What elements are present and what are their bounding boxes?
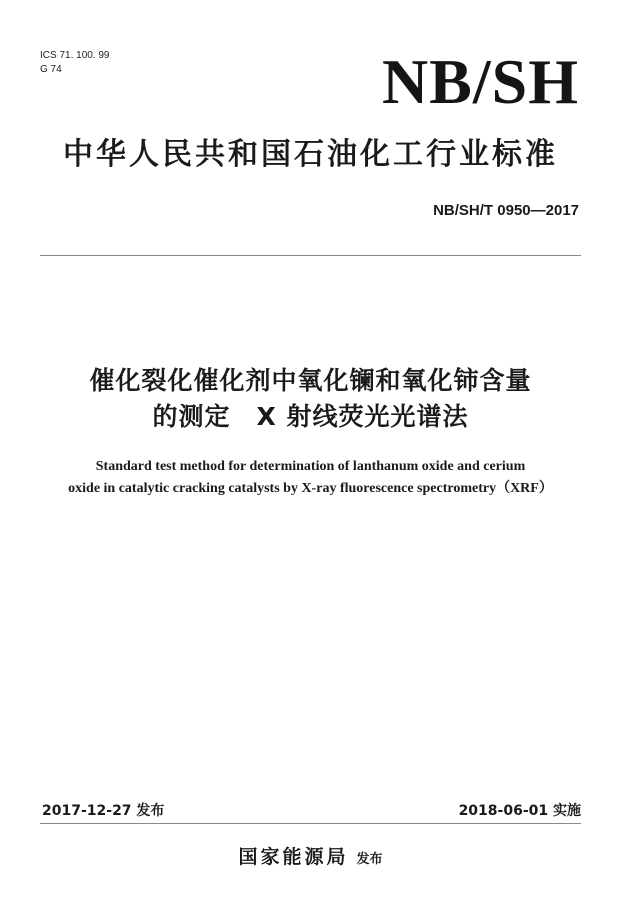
publisher-suffix: 发布 [356,852,383,867]
title-cn-line-1: 催化裂化催化剂中氧化镧和氧化铈含量 [89,366,532,395]
title-en-line-2: oxide in catalytic cracking catalysts by X-ray fluorescence spectrometry（XRF） [68,481,553,496]
footer-divider [40,823,581,824]
standard-name: 中华人民共和国石油化工行业标准 [63,137,558,172]
standard-number: NB/SH/T 0950—2017 [433,202,579,219]
title-chinese [0,363,621,435]
publisher [0,842,621,869]
classification-codes [40,49,110,77]
title-english [0,456,621,500]
standard-brand: NB/SH [381,46,579,117]
title-en-line-1: Standard test method for determination of lanthanum oxide and cerium [95,459,526,474]
publisher-name: 国家能源局 [238,846,349,868]
ics-code: ICS 71. 100. 99 [40,50,110,61]
implementation-date: 2018-06-01 实施 [458,803,581,819]
header-divider [40,255,581,256]
issue-date: 2017-12-27 发布 [42,803,165,819]
title-cn-line-2: 的测定 X 射线荧光光谱法 [152,402,469,431]
ccs-code: G 74 [40,64,62,75]
